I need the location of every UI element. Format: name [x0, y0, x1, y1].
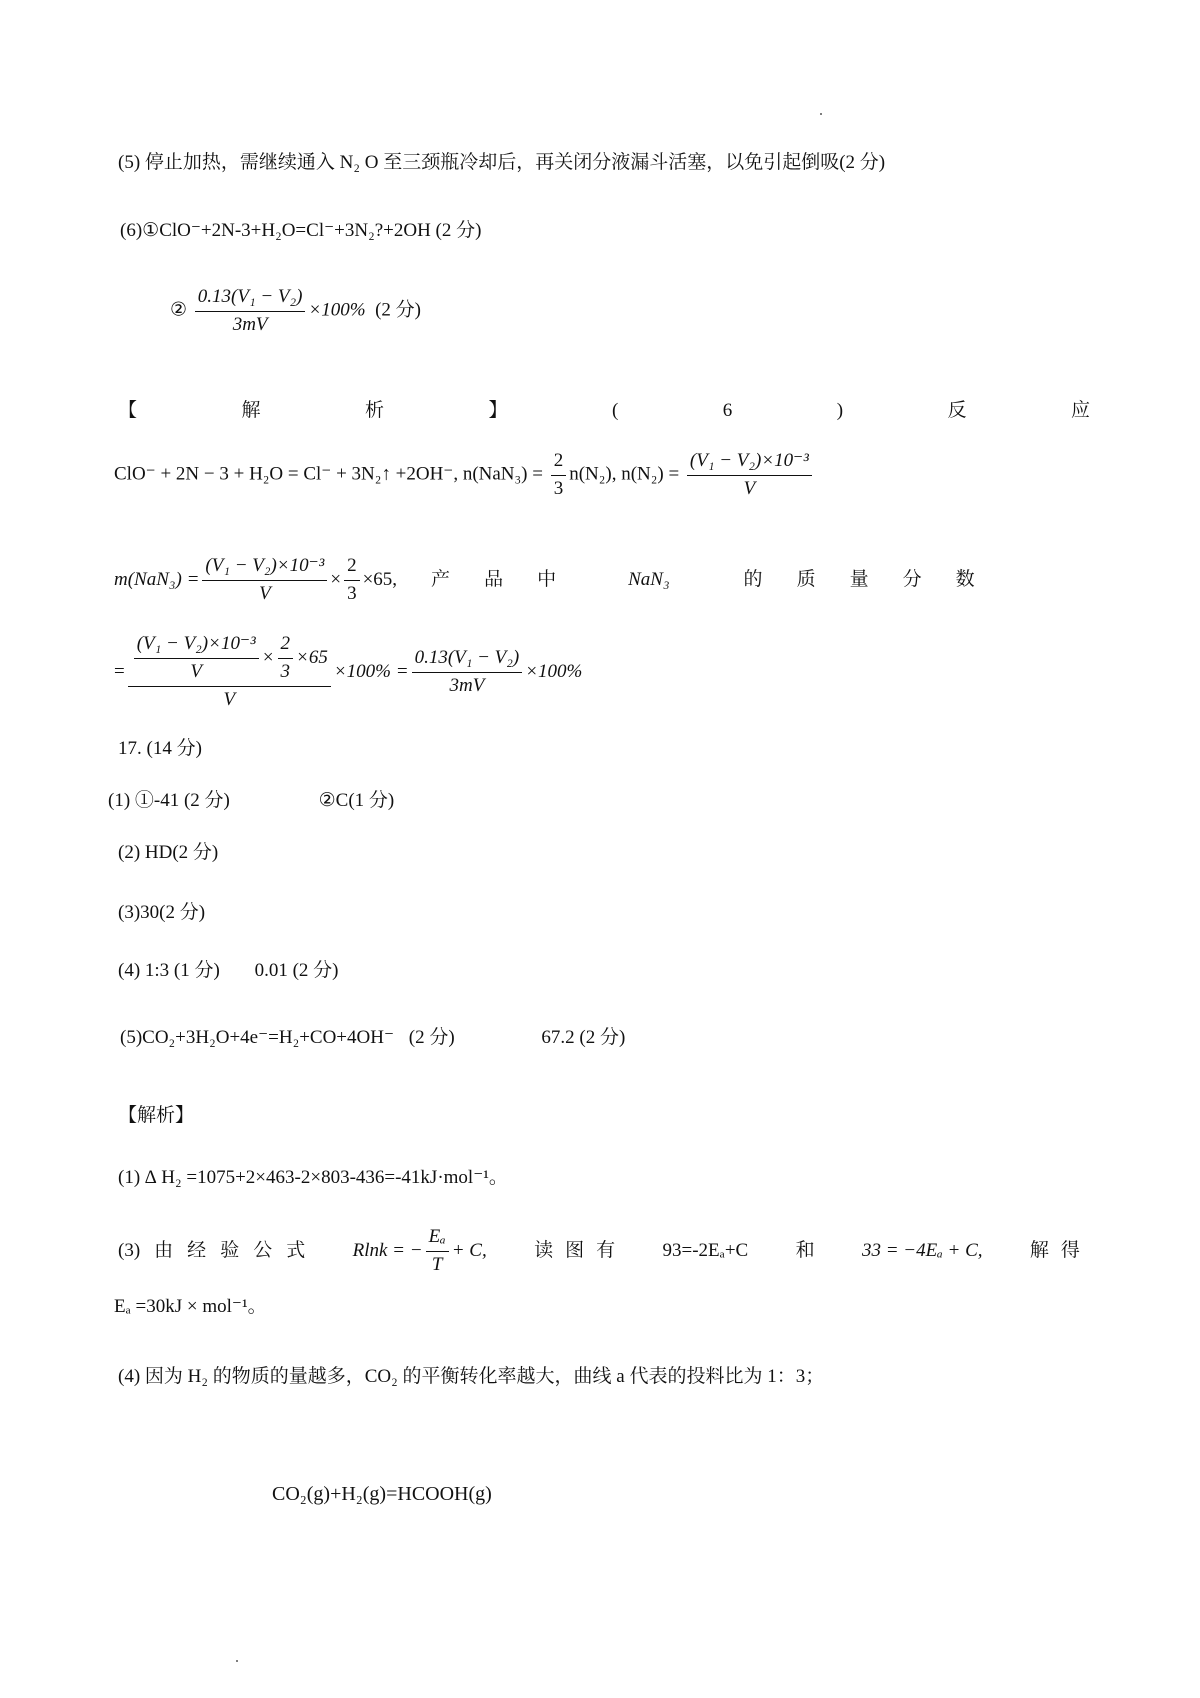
fraction-denominator: V	[743, 477, 756, 499]
section-6-label: (6)	[120, 220, 143, 241]
fraction-numerator: (V₁ − V₂)×10⁻³	[687, 450, 812, 476]
q17-part-1	[108, 790, 394, 813]
mass-word: 数	[955, 568, 975, 590]
a3-read-word: 图	[565, 1239, 585, 1261]
q17-part-5	[120, 1027, 625, 1050]
n-n2-expression: n(N₂), n(N₂) =	[569, 463, 680, 485]
fraction-denominator: 3	[280, 660, 290, 682]
heading-word: 】	[488, 400, 508, 421]
fraction-denominator: T	[431, 1253, 443, 1275]
fraction-denominator: 3mV	[449, 674, 485, 696]
a3-word: 经	[187, 1239, 207, 1261]
arrhenius-plus: + C,	[451, 1239, 487, 1261]
inner-tail: ×65	[296, 646, 328, 668]
q17-part-4	[118, 960, 339, 983]
mass-word: 分	[902, 568, 922, 590]
fraction-denominator: V	[190, 660, 202, 682]
a3-read-word: 读	[534, 1239, 554, 1261]
a3-solve-word: 解	[1029, 1239, 1049, 1261]
q17-part-1a: (1) ①-41 (2 分)	[108, 790, 230, 811]
fraction-volume	[687, 450, 812, 501]
question-17-title: 17. (14 分)	[118, 738, 202, 759]
q17-part-4b: 0.01 (2 分)	[254, 960, 339, 981]
q17-part-1b: ②C(1 分)	[318, 790, 395, 811]
a3-solve-word: 得	[1060, 1239, 1080, 1261]
stray-mark	[236, 1660, 238, 1662]
stray-mark	[820, 113, 822, 115]
q17-part-4a: (4) 1:3 (1 分)	[118, 960, 220, 981]
fraction-numerator: Eₐ	[426, 1226, 449, 1252]
q17-analysis-3-result: Eₐ =30kJ × mol⁻¹。	[114, 1296, 267, 1317]
percent-tail: ×100%	[308, 299, 366, 321]
a3-read-word: 有	[596, 1239, 616, 1261]
section-6-equation	[120, 220, 481, 243]
section-5-text: (5) 停止加热，需继续通入 N₂ O 至三颈瓶冷却后，再关闭分液漏斗活塞，以免引起倒吸(2 分)	[118, 152, 886, 173]
analysis-6-equation	[114, 450, 815, 501]
arrhenius-lhs: Rlnk = −	[352, 1239, 423, 1261]
q17-part-5-equation: CO₂+3H₂O+4e⁻=H₂+CO+4OH⁻	[142, 1027, 394, 1048]
section-6-eq-main: ①ClO⁻+2N-3+H₂O=Cl⁻+3N₂?+2OH	[142, 220, 431, 241]
fraction-volume	[202, 555, 327, 606]
fraction-denominator: 3	[347, 582, 357, 604]
heading-word: 解	[241, 400, 261, 421]
q17-analysis-4: (4) 因为 H₂ 的物质的量越多，CO₂ 的平衡转化率越大，曲线 a 代表的投料比为 1：3；	[118, 1366, 825, 1387]
mass-word: 质	[796, 568, 816, 590]
heading-word: 反	[947, 400, 967, 421]
fraction-denominator: V	[259, 582, 271, 604]
fraction-volume	[134, 633, 259, 684]
percent-equals: ×100% =	[333, 660, 409, 682]
mass-word: 量	[849, 568, 869, 590]
mass-word: 产	[431, 568, 451, 590]
fraction-denominator: 3mV	[232, 313, 268, 335]
fraction-final	[412, 647, 523, 698]
heading-word: 析	[364, 400, 384, 421]
a3-eq1: 93=-2Eₐ+C	[662, 1239, 749, 1261]
fraction-two-thirds	[344, 555, 360, 606]
fraction-numerator: (V₁ − V₂)×10⁻³	[202, 555, 327, 581]
q17-part-5b: 67.2 (2 分)	[541, 1027, 626, 1048]
fraction-two-thirds	[278, 633, 294, 684]
fraction-numerator: 0.13(V₁ − V₂)	[412, 647, 523, 673]
nan3-symbol: NaN₃	[628, 568, 670, 590]
fraction-numerator: 2	[278, 633, 294, 659]
section-6-eq-score: (2 分)	[435, 220, 482, 241]
q17-analysis-3	[118, 1226, 1080, 1277]
heading-word: 6	[722, 400, 733, 421]
q17-part-2: (2) HD(2 分)	[118, 842, 219, 863]
section-5-line	[118, 152, 885, 175]
reaction-equation: ClO⁻ + 2N − 3 + H₂O = Cl⁻ + 3N₂↑ +2OH⁻, n(NaN₃) =	[114, 463, 543, 485]
compound-denominator: V	[223, 688, 236, 710]
a3-word: 由	[154, 1239, 174, 1261]
q17-analysis-heading: 【解析】	[118, 1105, 195, 1126]
heading-word: (	[611, 400, 619, 421]
fraction-numerator: (V₁ − V₂)×10⁻³	[134, 633, 259, 659]
fraction-result	[195, 286, 306, 337]
section-6-score: (2 分)	[375, 299, 422, 321]
a3-eq2: 33 = −4Eₐ + C,	[861, 1239, 983, 1261]
mass-word: 品	[484, 568, 504, 590]
q17-part-5-label: (5)	[120, 1027, 143, 1048]
fraction-numerator: 2	[551, 450, 567, 476]
percent-tail: ×100%	[525, 660, 583, 682]
compound-fraction	[128, 633, 331, 711]
fraction-denominator: 3	[553, 477, 564, 499]
fraction-two-thirds	[551, 450, 567, 501]
mass-word: 的	[743, 568, 763, 590]
a3-and: 和	[795, 1239, 815, 1261]
section-6-formula	[170, 286, 421, 337]
analysis-6-percent: = $\frac{\text{(V₁ − V₂)×10⁻³}}{V}$ × $\frac{2}{3}$ ×65 V ×100% = $\frac{\text{0.13(V₁ − V₂)}}{3mV}$ ×100%	[114, 633, 583, 710]
compound-numerator: $\frac{\text{(V₁ − V₂)×10⁻³}}{V}$ × $\frac{2}{3}$ ×65	[128, 633, 331, 687]
mass-word: 中	[537, 568, 557, 590]
heading-word: )	[836, 400, 844, 421]
fraction-numerator: 2	[344, 555, 360, 581]
analysis-6-mass: m(NaN₃) = $\frac{\text{(V₁ − V₂)×10⁻³}}{V}$ × $\frac{2}{3}$ ×65, 产 品 中 NaN₃ 的 质 量 分 数	[114, 555, 975, 604]
mass-tail: ×65,	[362, 568, 398, 590]
a3-word: (3)	[118, 1239, 141, 1261]
q17-analysis-1: (1) ∆ H₂ =1075+2×463-2×803-436=-41kJ·mol⁻¹。	[118, 1167, 508, 1188]
a3-word: 公	[253, 1239, 273, 1261]
q17-part-3: (3)30(2 分)	[118, 902, 206, 923]
analysis-6-heading	[118, 400, 1090, 423]
heading-word: 【	[118, 400, 138, 421]
fraction-ea-over-t	[426, 1226, 449, 1277]
q17-part-5-score: (2 分)	[408, 1027, 455, 1048]
fraction-numerator: 0.13(V₁ − V₂)	[195, 286, 306, 312]
a3-word: 验	[220, 1239, 240, 1261]
a3-word: 式	[286, 1239, 306, 1261]
heading-word: 应	[1070, 400, 1090, 421]
reaction-equation-co2-h2: CO₂(g)+H₂(g)=HCOOH(g)	[272, 1483, 492, 1505]
mass-lhs: m(NaN₃) =	[114, 568, 200, 590]
circle-two: ②	[170, 299, 188, 321]
